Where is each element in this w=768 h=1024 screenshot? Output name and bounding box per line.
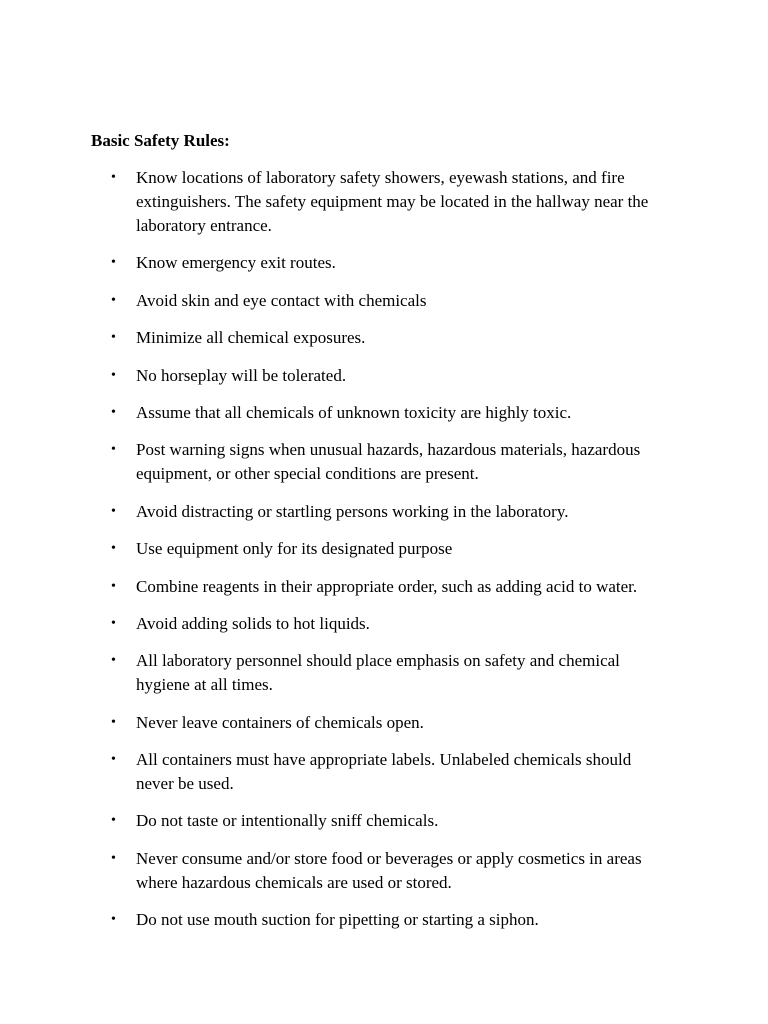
list-item xyxy=(0,289,768,313)
rule-text: Never leave containers of chemicals open. xyxy=(136,712,424,732)
bullet-icon: • xyxy=(111,714,116,730)
bullet-icon: • xyxy=(111,615,116,631)
rule-text: Post warning signs when unusual hazards, hazardous materials, hazardous equipment, or other special conditions are present. xyxy=(136,440,641,484)
rule-text: All laboratory personnel should place emphasis on safety and chemical hygiene at all times. xyxy=(136,651,620,695)
rule-text: Know locations of laboratory safety showers, eyewash stations, and fire extinguishers. The safety equipment may be located in the hallway near the laboratory entrance. xyxy=(136,168,649,235)
list-item xyxy=(0,364,768,388)
bullet-icon: • xyxy=(111,653,116,669)
list-item xyxy=(0,908,768,932)
bullet-icon: • xyxy=(111,255,116,271)
rule-text: Combine reagents in their appropriate order, such as adding acid to water. xyxy=(136,576,638,596)
rule-text: Avoid distracting or startling persons working in the laboratory. xyxy=(136,501,569,521)
rule-text: Do not taste or intentionally sniff chemicals. xyxy=(136,811,439,831)
bullet-icon: • xyxy=(111,813,116,829)
list-item xyxy=(0,612,768,636)
list-item xyxy=(0,438,768,486)
list-item xyxy=(0,500,768,524)
rule-text: Know emergency exit routes. xyxy=(136,253,336,273)
bullet-icon: • xyxy=(111,850,116,866)
bullet-icon: • xyxy=(111,912,116,928)
rule-text: Assume that all chemicals of unknown toxicity are highly toxic. xyxy=(136,402,572,422)
section-heading: Basic Safety Rules: xyxy=(91,131,230,150)
list-item xyxy=(0,326,768,350)
bullet-icon: • xyxy=(111,404,116,420)
bullet-icon: • xyxy=(111,170,116,185)
list-item xyxy=(0,711,768,735)
list-item xyxy=(0,575,768,599)
bullet-icon: • xyxy=(111,442,116,458)
bullet-icon: • xyxy=(111,367,116,383)
list-item xyxy=(0,166,768,238)
list-item xyxy=(0,401,768,425)
rule-text: Use equipment only for its designated purpose xyxy=(136,539,453,559)
list-item xyxy=(0,537,768,561)
bullet-icon: • xyxy=(111,541,116,557)
bullet-icon: • xyxy=(111,292,116,308)
bullet-icon: • xyxy=(111,578,116,594)
rule-text: Minimize all chemical exposures. xyxy=(136,328,366,348)
list-item xyxy=(0,251,768,275)
rule-text: Avoid adding solids to hot liquids. xyxy=(136,613,370,633)
list-item xyxy=(0,847,768,895)
list-item xyxy=(0,748,768,796)
bullet-icon: • xyxy=(111,330,116,346)
bullet-icon: • xyxy=(111,503,116,519)
list-item xyxy=(0,649,768,697)
rule-text: Avoid skin and eye contact with chemicals xyxy=(136,290,427,310)
rule-text: All containers must have appropriate labels. Unlabeled chemicals should never be used. xyxy=(136,750,632,794)
rule-text: No horseplay will be tolerated. xyxy=(136,365,347,385)
bullet-icon: • xyxy=(111,752,116,768)
rule-text: Never consume and/or store food or beverages or apply cosmetics in areas where hazardous chemicals are used or stored. xyxy=(136,848,642,892)
safety-rules-list xyxy=(0,166,768,946)
rule-text: Do not use mouth suction for pipetting or starting a siphon. xyxy=(136,910,539,930)
list-item xyxy=(0,809,768,833)
